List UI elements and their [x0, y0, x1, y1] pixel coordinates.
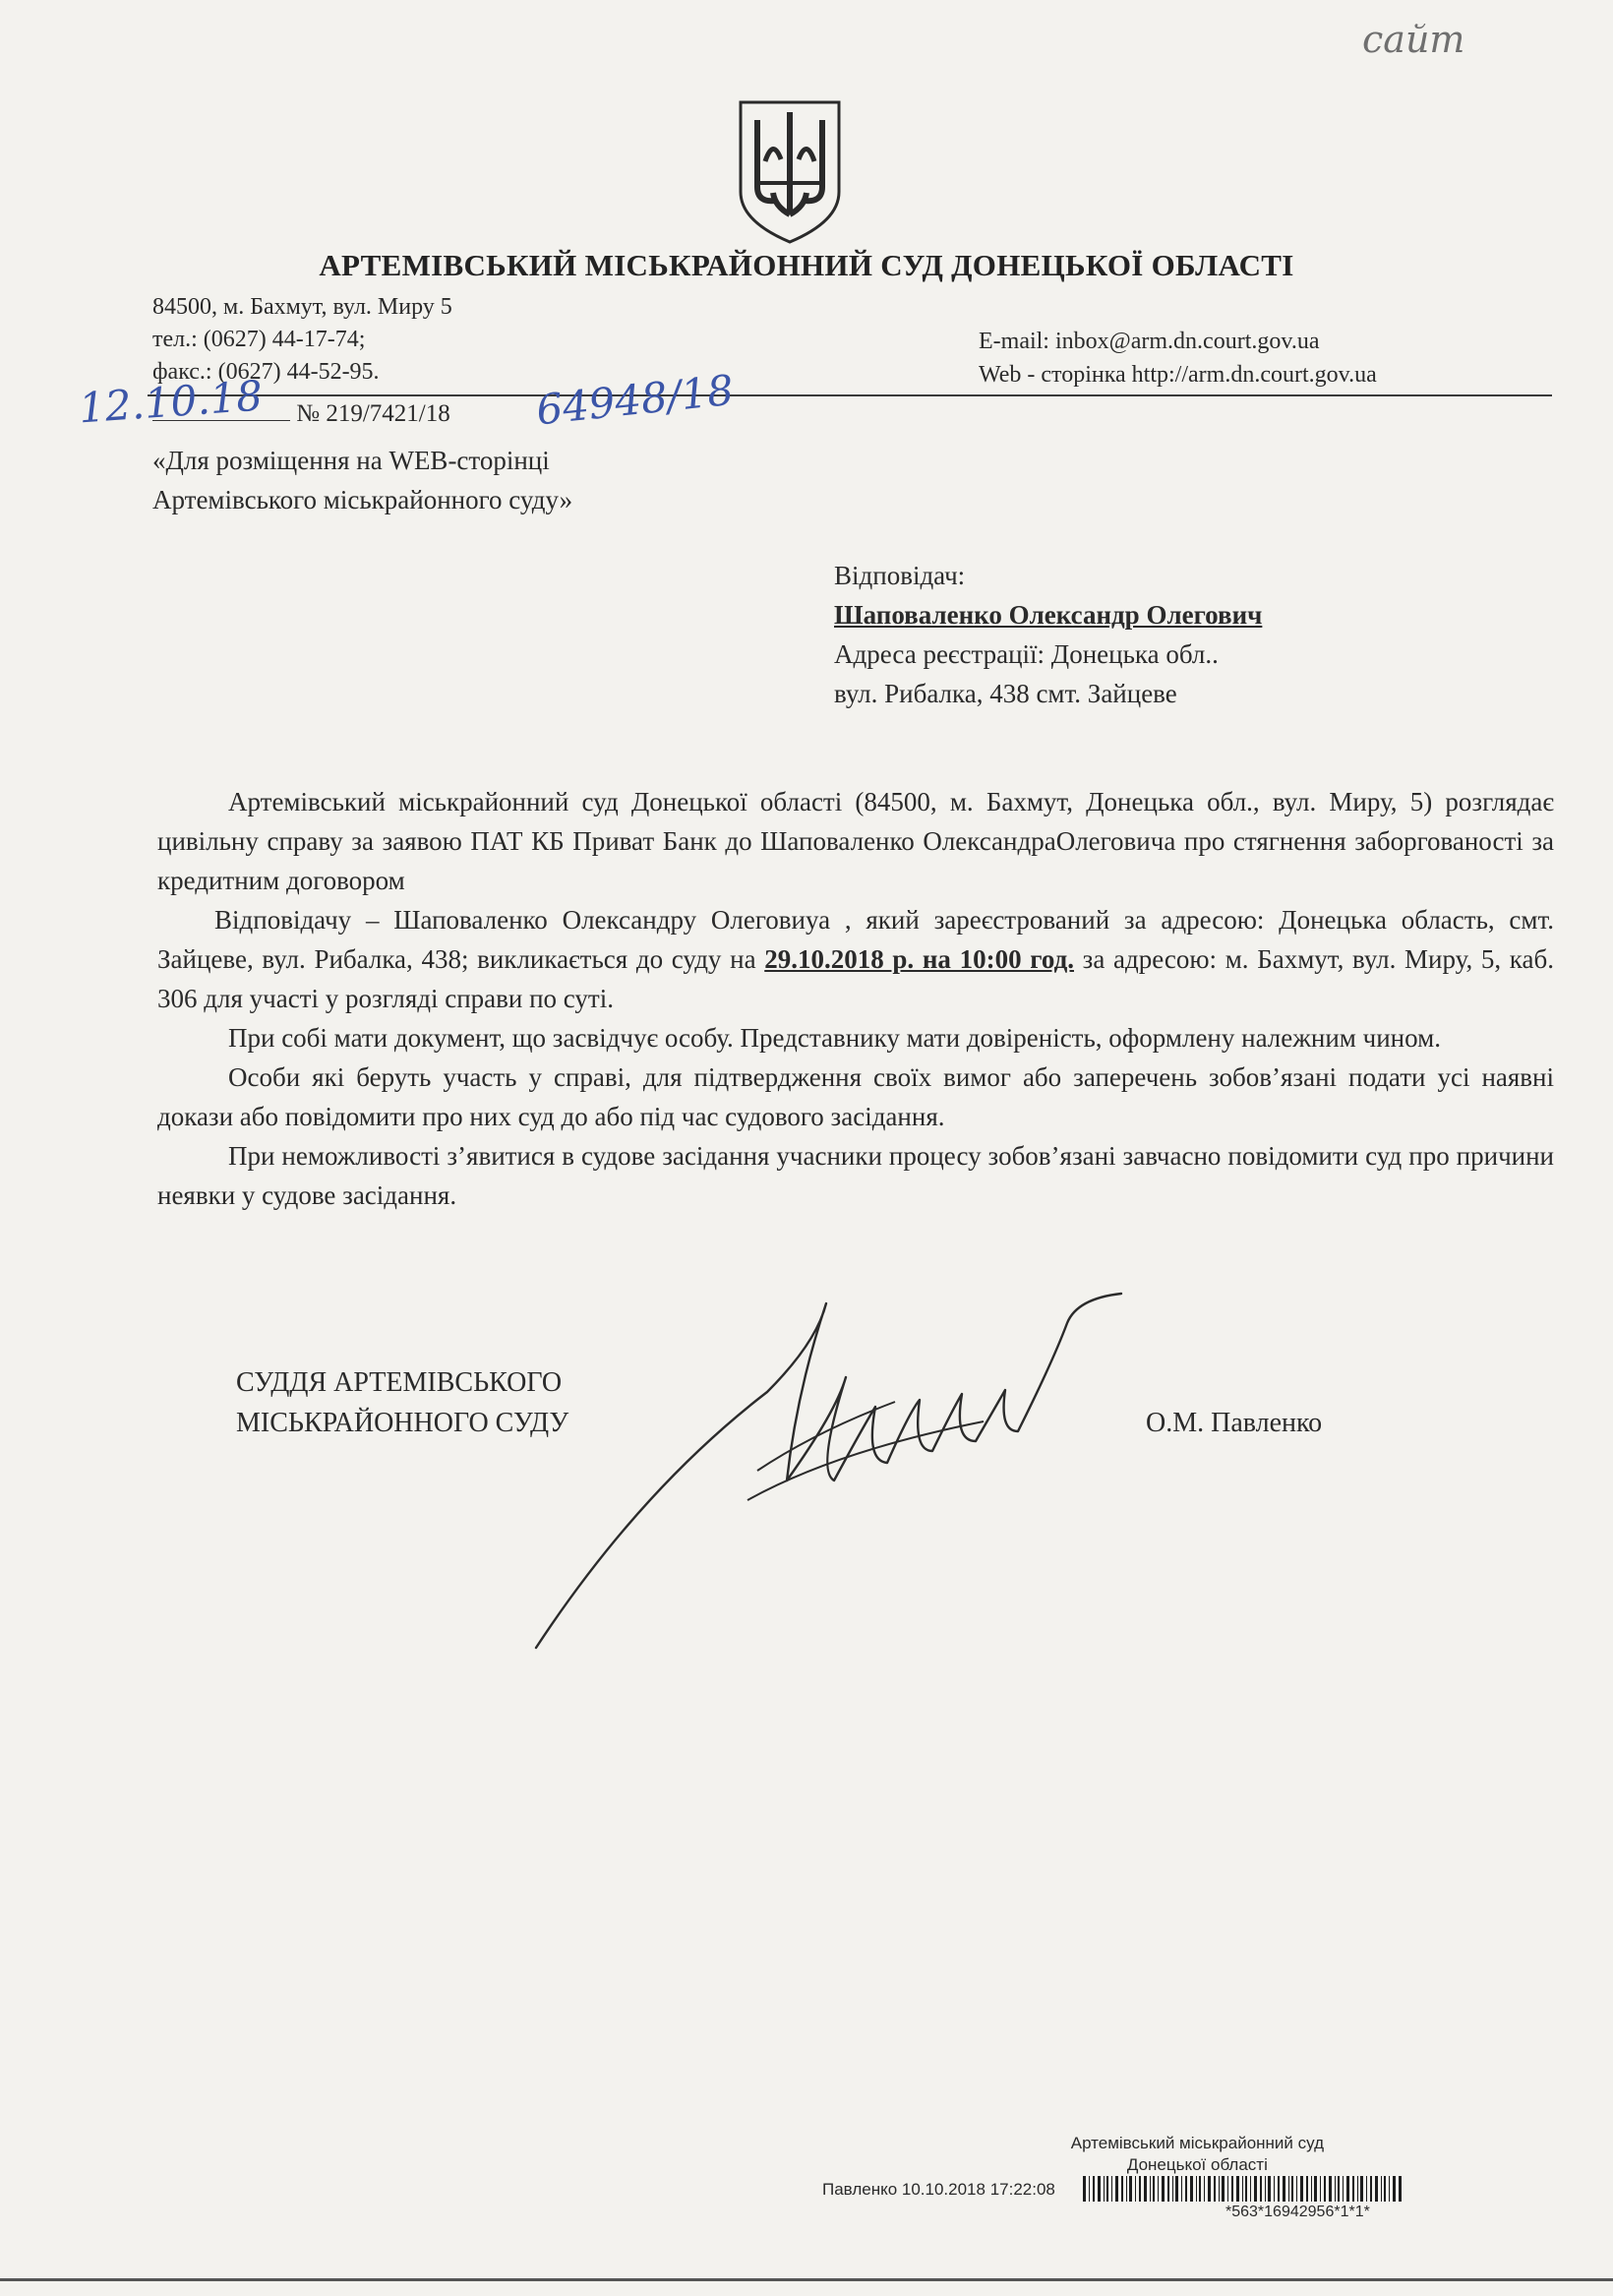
- stamp-court-name: [1071, 2133, 1324, 2176]
- judge-title-line1: СУДДЯ АРТЕМІВСЬКОГО: [236, 1367, 563, 1398]
- registration-stamp: [822, 2133, 1471, 2231]
- court-title: АРТЕМІВСЬКИЙ МІСЬКРАЙОННИЙ СУД ДОНЕЦЬКОЇ ОБЛАСТІ: [319, 248, 1294, 282]
- judge-name: О.М. Павленко: [1146, 1408, 1323, 1438]
- handwritten-signature: [521, 1284, 1151, 1658]
- hearing-datetime: 29.10.2018 р. на 10:00 год.: [764, 944, 1074, 974]
- body-paragraph-2: [157, 900, 1554, 1018]
- summons-body: [157, 782, 1554, 1215]
- body-paragraph-3: При собі мати документ, що засвідчує особу. Представнику мати довіреність, оформлену належним чином.: [228, 1023, 1441, 1053]
- body-paragraph-5: При неможливості з’явитися в судове засідання учасники процесу зобов’язані завчасно повідомити суд про причини неявки у судове засідання.: [157, 1141, 1554, 1210]
- web-note-line1: «Для розміщення на WEB-сторінці: [152, 446, 550, 475]
- court-fax: факс.: (0627) 44-52-95.: [152, 359, 380, 385]
- judge-title: [236, 1362, 568, 1443]
- recipient-block: [834, 556, 1262, 713]
- case-number: № 219/7421/18: [296, 400, 450, 427]
- web-note-line2: Артемівського міськрайонного суду»: [152, 485, 573, 514]
- body-paragraph-1: Артемівський міськрайонний суд Донецької області (84500, м. Бахмут, Донецька обл., вул. Миру, 5) розглядає цивільну справу за заявою ПАТ КБ Приват Банк до Шаповаленко ОлександраОлеговича про стягнення заборгованості за кредитним договором: [157, 787, 1554, 895]
- court-contacts: [979, 325, 1377, 392]
- handwritten-outgoing-number: 64948/18: [533, 365, 737, 435]
- recipient-label: Відповідач:: [834, 561, 966, 590]
- trident-emblem-icon: [736, 98, 844, 244]
- stamp-court-line1: Артемівський міськрайонний суд: [1070, 2134, 1324, 2152]
- web-publication-note: [152, 441, 572, 519]
- recipient-name: Шаповаленко Олександр Олегович: [834, 600, 1263, 630]
- stamp-meta: Павленко 10.10.2018 17:22:08: [822, 2180, 1055, 2199]
- recipient-address-1: Адреса реєстрації: Донецька обл..: [834, 639, 1219, 669]
- header-divider: [148, 394, 1552, 396]
- court-website: Web - сторінка http://arm.dn.court.gov.ua: [979, 362, 1377, 388]
- bottom-edge-line: [0, 2278, 1613, 2281]
- court-address: 84500, м. Бахмут, вул. Миру 5: [152, 294, 452, 320]
- judge-title-line2: МІСЬКРАЙОННОГО СУДУ: [236, 1408, 569, 1438]
- corner-handwritten-note: сайт: [1362, 18, 1465, 61]
- handwritten-date: 12.10.18: [77, 371, 265, 433]
- stamp-court-line2: Донецької області: [1126, 2155, 1268, 2174]
- p2-end: за адресою: м. Бахмут, вул. Миру, 5, каб. 306 для участі у розгляді справи по суті.: [157, 944, 1554, 1013]
- court-email: E-mail: inbox@arm.dn.court.gov.ua: [979, 329, 1320, 354]
- body-paragraph-4: Особи які беруть участь у справі, для підтвердження своїх вимог або заперечень зобов’язані подати усі наявні докази або повідомити про них суд до або під час судового засідання.: [157, 1062, 1554, 1131]
- p2-start: Відповідачу – Шаповаленко Олександру Олеговиуа , який зареєстрований за адресою: Донецька область, смт. Зайцеве, вул. Рибалка, 438; викликається до суду на: [157, 905, 1554, 974]
- barcode-number: *563*16942956*1*1*: [1225, 2204, 1370, 2220]
- barcode-icon: [1083, 2176, 1403, 2202]
- recipient-address-2: вул. Рибалка, 438 смт. Зайцеве: [834, 679, 1177, 708]
- court-phone: тел.: (0627) 44-17-74;: [152, 327, 366, 352]
- court-address-block: [152, 291, 452, 389]
